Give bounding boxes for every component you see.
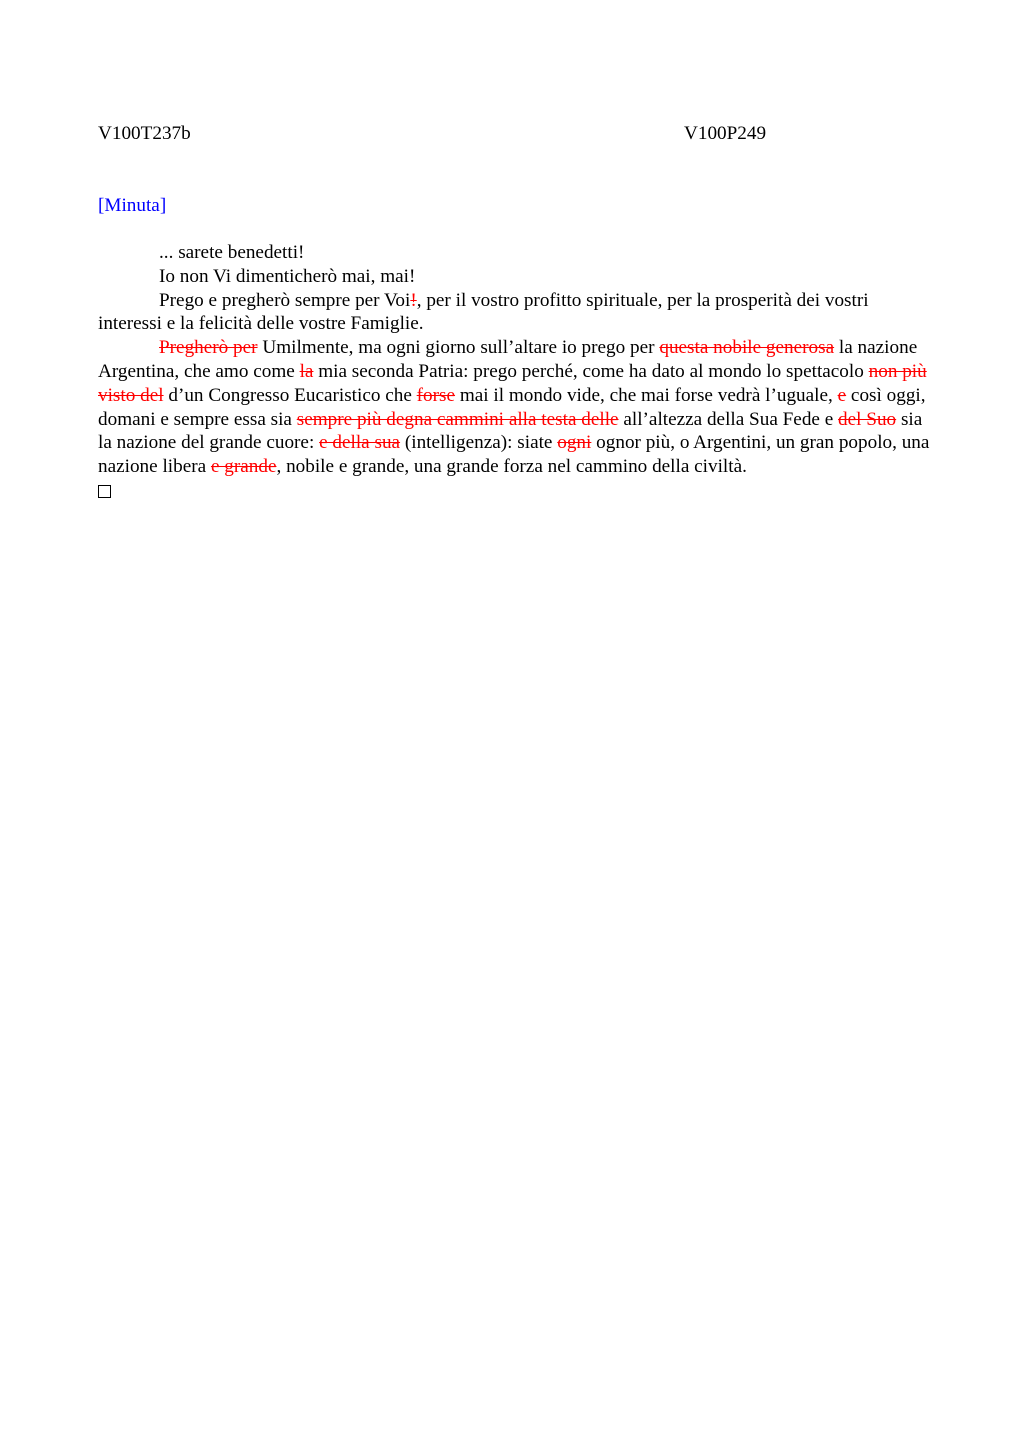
deleted-text: e della sua <box>319 432 401 454</box>
deleted-text: forse <box>416 384 456 406</box>
deleted-text: e <box>837 384 847 406</box>
deleted-text: sempre più degna cammini alla testa delle <box>296 408 619 430</box>
text-segment: ognor più, o Argentini, un gran popolo, una nazione libera <box>98 432 930 478</box>
paragraph-3 <box>98 289 930 337</box>
text-segment: Umilmente, ma ogni giorno sull’altare io prego per <box>257 337 660 359</box>
text-segment: la nazione Argentina, che amo come <box>98 337 918 382</box>
paragraph-1: ... sarete benedetti! <box>159 242 305 263</box>
text-segment: sia la nazione del grande cuore: <box>98 408 923 454</box>
text-segment: Prego e pregherò sempre per Voi <box>159 289 411 311</box>
section-open-bracket: [ <box>98 195 105 216</box>
end-marker-box <box>98 485 111 498</box>
text-segment: mia seconda Patria: prego perché, come ha dato al mondo lo spettacolo <box>313 360 869 382</box>
text-segment: d’un Congresso Eucaristico che <box>163 384 417 406</box>
text-segment: così oggi, domani e sempre essa sia <box>98 384 926 430</box>
deleted-text: la <box>299 360 314 382</box>
section-close-bracket: ] <box>159 195 167 216</box>
deleted-text: ogni <box>557 432 592 454</box>
text-segment: , nobile e grande, una grande forza nel cammino della civiltà. <box>276 456 747 478</box>
document-code-left: V100T237b <box>98 123 191 144</box>
deleted-text: questa nobile generosa <box>659 337 835 359</box>
deleted-text: Pregherò per <box>159 337 258 359</box>
text-segment: all’altezza della Sua Fede e <box>618 408 839 430</box>
deleted-text: e grande <box>210 456 277 478</box>
letter-body <box>98 241 930 498</box>
text-segment: , per il vostro profitto spirituale, per la prosperità dei vostri interessi e la felicità delle vostre Famiglie. <box>98 289 869 335</box>
section-label <box>98 194 166 218</box>
paragraph-4 <box>98 336 930 479</box>
deleted-text: del Suo <box>838 408 897 430</box>
text-segment: mai il mondo vide, che mai forse vedrà l’uguale, <box>455 384 838 406</box>
document-code-right: V100P249 <box>684 123 767 144</box>
deleted-text: ! <box>410 289 417 311</box>
deleted-text: non più visto del <box>98 360 927 406</box>
text-segment: (intelligenza): siate <box>400 432 558 454</box>
section-label-text: Minuta <box>104 195 160 216</box>
paragraph-2: Io non Vi dimenticherò mai, mai! <box>159 265 416 287</box>
